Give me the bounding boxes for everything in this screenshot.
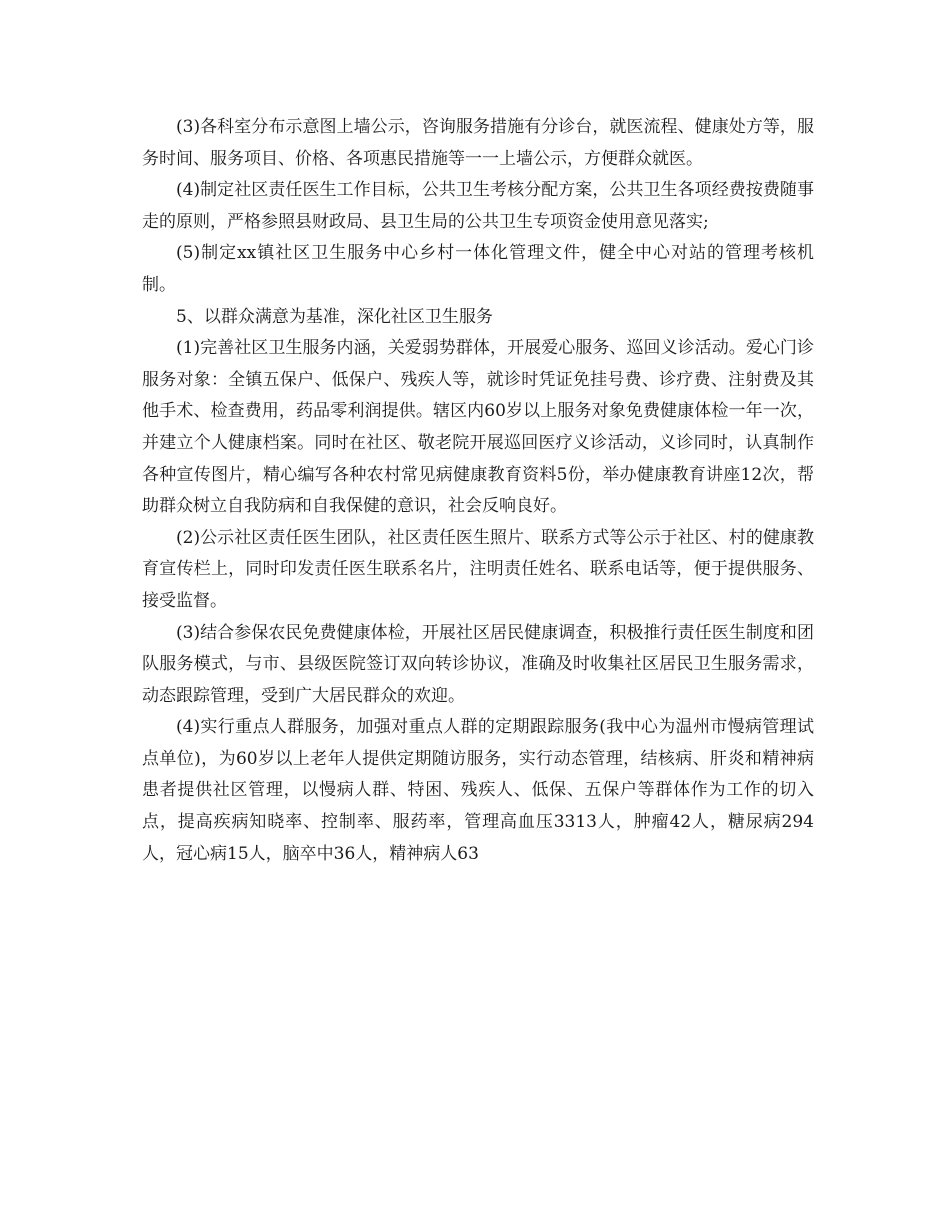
paragraph-item-1-services: (1)完善社区卫生服务内涵，关爱弱势群体，开展爱心服务、巡回义诊活动。爱心门诊服务对象：全镇五保户、低保户、残疾人等，就诊时凭证免挂号费、诊疗费、注射费及其他手术、检查费用，药品零利润提供。辖区内60岁以上服务对象免费健康体检一年一次，并建立个人健康档案。同时在社区、敬老院开展巡回医疗义诊活动，义诊同时，认真制作各种宣传图片，精心编写各种农村常见病健康教育资料5份，举办健康教育讲座12次，帮助群众树立自我防病和自我保健的意识，社会反响良好。 <box>142 338 814 517</box>
paragraph-item-4-targets: (4)制定社区责任医生工作目标，公共卫生考核分配方案，公共卫生各项经费按费随事走的原则，严格参照县财政局、县卫生局的公共卫生专项资金使用意见落实; <box>142 180 814 232</box>
paragraph-item-3-survey: (3)结合参保农民免费健康体检，开展社区居民健康调查，积极推行责任医生制度和团队服务模式，与市、县级医院签订双向转诊协议，准确及时收集社区居民卫生服务需求，动态跟踪管理，受到广大居民群众的欢迎。 <box>142 622 814 706</box>
paragraph-item-2-team: (2)公示社区责任医生团队，社区责任医生照片、联系方式等公示于社区、村的健康教育宣传栏上，同时印发责任医生联系名片，注明责任姓名、联系电话等，便于提供服务、接受监督。 <box>142 527 814 611</box>
paragraph-item-5-integration: (5)制定xx镇社区卫生服务中心乡村一体化管理文件，健全中心对站的管理考核机制。 <box>142 243 814 295</box>
paragraph-item-3-display: (3)各科室分布示意图上墙公示，咨询服务措施有分诊台，就医流程、健康处方等，服务时间、服务项目、价格、各项惠民措施等一一上墙公示，方便群众就医。 <box>142 117 814 169</box>
paragraph-item-4-key-groups: (4)实行重点人群服务，加强对重点人群的定期跟踪服务(我中心为温州市慢病管理试点单位)，为60岁以上老年人提供定期随访服务，实行动态管理，结核病、肝炎和精神病患者提供社区管理，以慢病人群、特困、残疾人、低保、五保户等群体作为工作的切入点，提高疾病知晓率、控制率、服药率，管理高血压3313人，肿瘤42人，糖尿病294人，冠心病15人，脑卒中36人，精神病人63 <box>142 717 814 864</box>
section-heading-5: 5、以群众满意为基准，深化社区卫生服务 <box>176 306 493 327</box>
